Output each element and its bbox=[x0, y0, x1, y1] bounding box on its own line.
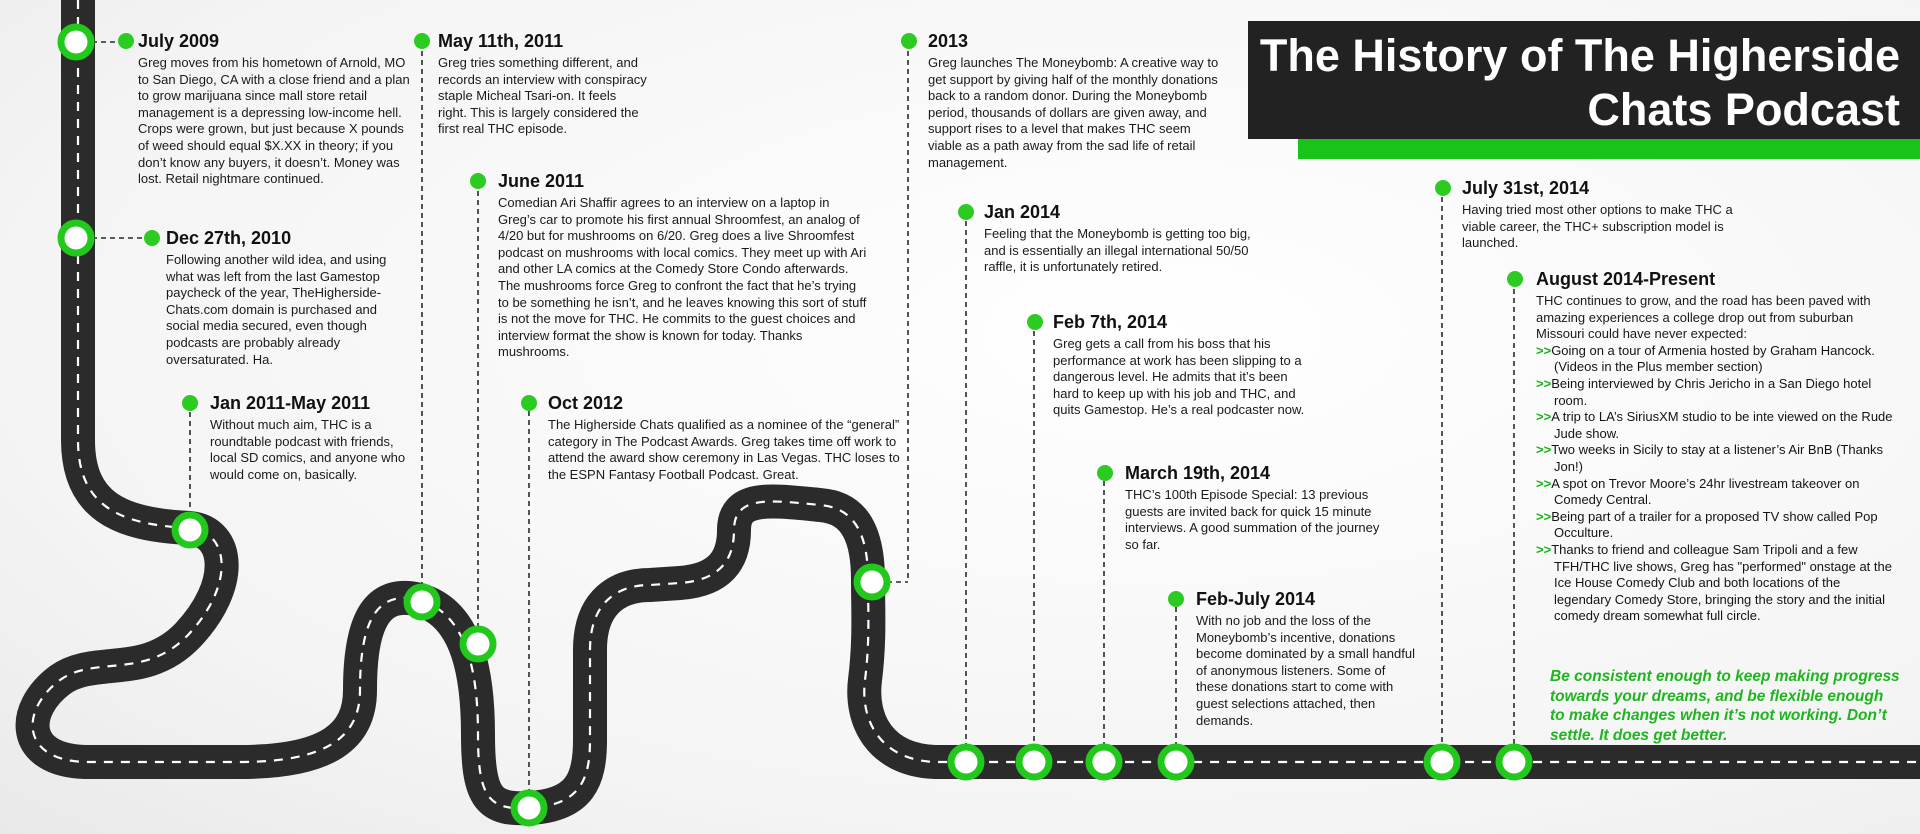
event-text: Greg launches The Moneybomb: A creative way to get support by giving half of the monthly donations back to a random donor. During the Moneybomb period, thousands of dollars are given away, and support rises to a level that makes THC seem viable as a path away from the sad life of retail management. bbox=[928, 55, 1219, 170]
title-line-1: The History of The Higherside bbox=[1259, 30, 1900, 81]
event-may-2011 bbox=[438, 30, 648, 138]
experience-item bbox=[1536, 542, 1900, 625]
experience-text: A trip to LA’s SiriusXM studio to be inte viewed on the Rude Jude show. bbox=[1551, 409, 1893, 441]
event-dot bbox=[1507, 271, 1523, 287]
arrow-icon: >> bbox=[1536, 475, 1552, 491]
event-date: August 2014-Present bbox=[1536, 269, 1716, 289]
experience-text: Being interviewed by Chris Jericho in a San Diego hotel room. bbox=[1551, 375, 1872, 408]
event-dot bbox=[182, 395, 198, 411]
event-dot bbox=[958, 204, 974, 220]
experience-item bbox=[1536, 376, 1900, 409]
event-text: Feeling that the Moneybomb is getting too big, and is essentially an illegal international 50/50 raffle, it is unfortunately retired. bbox=[984, 226, 1251, 275]
event-dot bbox=[414, 33, 430, 49]
event-date: Feb 7th, 2014 bbox=[1053, 312, 1168, 332]
event-text: THC continues to grow, and the road has been paved with amazing experiences a college drop out from suburban Missouri could have never expected: bbox=[1536, 293, 1871, 342]
event-july-31-2014 bbox=[1462, 177, 1752, 252]
event-date: July 2009 bbox=[138, 31, 220, 51]
arrow-icon: >> bbox=[1536, 508, 1552, 524]
event-date: Feb-July 2014 bbox=[1196, 589, 1316, 609]
arrow-icon: >> bbox=[1536, 375, 1552, 391]
event-text: Having tried most other options to make THC a viable career, the THC+ subscription model is launched. bbox=[1462, 202, 1733, 251]
event-date: Oct 2012 bbox=[548, 393, 624, 413]
event-date: May 11th, 2011 bbox=[438, 31, 564, 51]
title-accent-bar bbox=[1298, 139, 1920, 159]
event-june-2011 bbox=[498, 170, 868, 361]
event-2013 bbox=[928, 30, 1228, 171]
experience-text: A spot on Trevor Moore’s 24hr livestream takeover on Comedy Central. bbox=[1551, 475, 1860, 508]
closing-quote: Be consistent enough to keep making progress towards your dreams, and be flexible enough to make changes when it’s not working. Don’t settle. It does get better. bbox=[1550, 668, 1900, 744]
experience-item bbox=[1536, 409, 1900, 442]
event-dot bbox=[144, 230, 160, 246]
event-date: Jan 2011-May 2011 bbox=[210, 393, 371, 413]
event-jan-2011 bbox=[210, 392, 418, 483]
event-dot bbox=[470, 173, 486, 189]
experience-text: Two weeks in Sicily to stay at a listener’s Air BnB (Thanks Jon!) bbox=[1551, 442, 1884, 474]
event-date: June 2011 bbox=[498, 171, 585, 191]
arrow-icon: >> bbox=[1536, 541, 1552, 557]
event-dot bbox=[901, 33, 917, 49]
experience-text: Thanks to friend and colleague Sam Tripoli and a few TFH/THC live shows, Greg has "performed" onstage at the Ice House Comedy Club and both locations of the legendary Comedy Store, bringing the story and the initial comedy dream somewhat full circle. bbox=[1551, 541, 1892, 624]
arrow-icon: >> bbox=[1536, 409, 1552, 425]
event-text: THC’s 100th Episode Special: 13 previous guests are invited back for quick 15 minute interviews. A good summation of the journey so far. bbox=[1125, 487, 1380, 552]
event-oct-2012 bbox=[548, 392, 900, 483]
event-jan-2014 bbox=[984, 201, 1264, 276]
event-aug-2014-present bbox=[1536, 268, 1900, 625]
event-text: Following another wild idea, and using what was left from the last Gamestop paycheck of the year, TheHigherside-Chats.com domain is purchased and social media secured, even though podcasts are probably already oversaturated. Ha. bbox=[166, 252, 387, 367]
page-title bbox=[1248, 21, 1920, 139]
event-dot bbox=[1168, 591, 1184, 607]
arrow-icon: >> bbox=[1536, 442, 1552, 458]
event-date: July 31st, 2014 bbox=[1462, 178, 1590, 198]
event-text: With no job and the loss of the Moneybomb’s incentive, donations become dominated by a small handful of anonymous listeners. Some of these donations start to come with guest selections attached, then demands. bbox=[1196, 613, 1415, 728]
title-line-2: Chats Podcast bbox=[1587, 84, 1900, 135]
event-dot bbox=[1435, 180, 1451, 196]
event-text: The Higherside Chats qualified as a nominee of the “general” category in The Podcast Awards. Greg takes time off work to attend the award show ceremony in Las Vegas. THC loses to the ESPN Fantasy Football Podcast. Great. bbox=[548, 417, 900, 482]
event-text: Greg tries something different, and records an interview with conspiracy staple Micheal Tsari-on. It feels right. This is largely considered the first real THC episode. bbox=[438, 55, 647, 137]
event-text: Without much aim, THC is a roundtable podcast with friends, local SD comics, and anyone who would come on, basically. bbox=[210, 417, 406, 482]
event-dot bbox=[1097, 465, 1113, 481]
event-date: Dec 27th, 2010 bbox=[166, 228, 292, 248]
experience-item bbox=[1536, 476, 1900, 509]
arrow-icon: >> bbox=[1536, 342, 1552, 358]
experience-item bbox=[1536, 343, 1900, 376]
event-feb-2014 bbox=[1053, 311, 1313, 419]
event-july-2009 bbox=[138, 30, 410, 188]
event-date: March 19th, 2014 bbox=[1125, 463, 1271, 483]
experience-text: Going on a tour of Armenia hosted by Graham Hancock. (Videos in the Plus member section) bbox=[1551, 342, 1875, 375]
event-text: Greg moves from his hometown of Arnold, MO to San Diego, CA with a close friend and a plan to grow marijuana since mall store retail management is a depressing low-income hell. Crops were grown, but just because X pounds of weed should equal $X.XX in theory; if you don’t know any buyers, it doesn’t. Money was lost. Retail nightmare continued. bbox=[138, 55, 410, 187]
event-date: 2013 bbox=[928, 31, 969, 51]
experience-item bbox=[1536, 509, 1900, 542]
event-text: Greg gets a call from his boss that his performance at work has been slipping to a dangerous level. He admits that it’s been hard to keep up with his job and THC, and quits Gamestop. He’s a real podcaster now. bbox=[1053, 336, 1305, 418]
event-dot bbox=[118, 33, 134, 49]
event-dot bbox=[1027, 314, 1043, 330]
experience-list bbox=[1536, 343, 1900, 625]
event-feb-july-2014 bbox=[1196, 588, 1418, 729]
event-dec-2010 bbox=[166, 227, 410, 368]
event-text: Comedian Ari Shaffir agrees to an interview on a laptop in Greg’s car to promote his first annual Shroomfest, an analog of 4/20 but for mushrooms on 6/20. Greg does a live Shroomfest podcast on mushrooms with local comics. They meet up with Ari and other LA comics at the Comedy Store Condo afterwards. The mushrooms force Greg to confront the fact that he’s trying to be something he isn’t, and he leaves knowing this sort of stuff is not the move for THC. He commits to the guest choices and interview format the show is known for today. Thanks mushrooms. bbox=[498, 195, 867, 360]
event-dot bbox=[521, 395, 537, 411]
event-date: Jan 2014 bbox=[984, 202, 1061, 222]
event-march-2014 bbox=[1125, 462, 1387, 553]
experience-text: Being part of a trailer for a proposed TV show called Pop Occulture. bbox=[1551, 508, 1878, 541]
experience-item bbox=[1536, 442, 1900, 475]
